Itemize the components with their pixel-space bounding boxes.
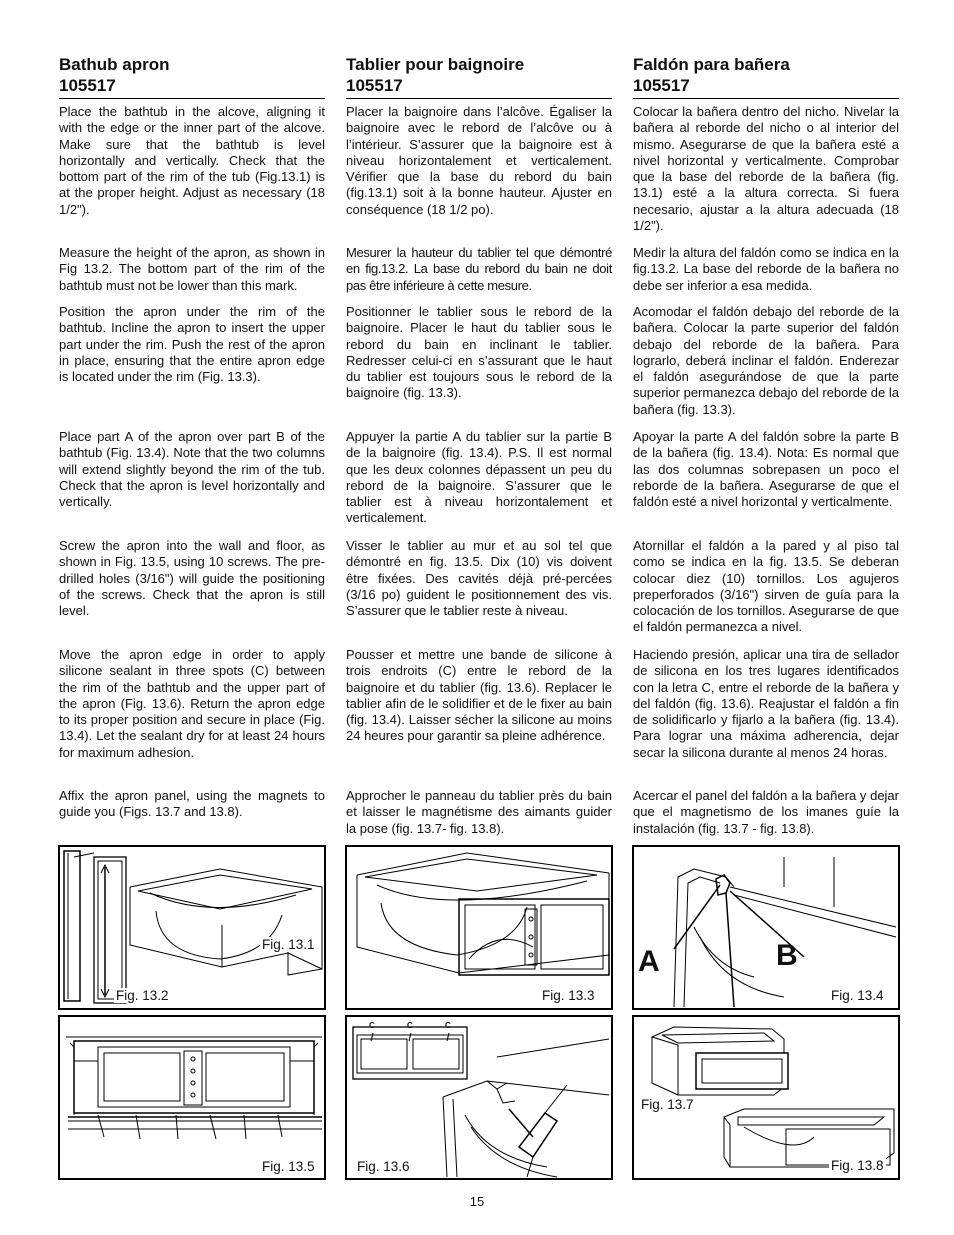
heading-code: 105517 — [633, 76, 690, 95]
part-letter: A — [638, 945, 660, 978]
figure-13-5 — [58, 1015, 326, 1180]
silicone-mark: C — [445, 1021, 451, 1030]
column-heading — [633, 54, 899, 99]
paragraph: Mesurer la hauteur du tablier tel que démontré en fig.13.2. La base du rebord du bain ne doit pas être inférieure à cette mesure. — [346, 245, 612, 293]
figure-label: Fig. 13.7 — [641, 1097, 694, 1112]
figure-13-7-13-8 — [632, 1015, 900, 1180]
column-heading — [346, 54, 612, 99]
paragraph: Placer la baignoire dans l’alcôve. Égaliser la baignoire avec le rebord de l’alcôve ou à l’intérieur. S’assurer que la baignoire est à niveau horizontalement et verticalement. Vérifier que la base du rebord du bain (fig.13.1) soit à la bonne hauteur. Ajuster en conséquence (18 1/2 po). — [346, 104, 612, 217]
heading-title: Faldón para bañera — [633, 55, 790, 74]
heading-code: 105517 — [346, 76, 403, 95]
figure-13-4 — [632, 845, 900, 1010]
heading-title: Bathub apron — [59, 55, 170, 74]
apron-rim-detail-illustration — [634, 847, 900, 1010]
apron-positioning-illustration — [347, 847, 613, 1010]
silicone-application-illustration — [347, 1017, 613, 1180]
paragraph: Acomodar el faldón debajo del reborde de la bañera. Colocar la parte superior del faldón debajo del reborde de la bañera. Para lograrlo, deberá inclinar el faldón. Enderezar el faldón asegurándose de que la parte superior permanezca debajo del reborde de la bañera (fig. 13.3). — [633, 304, 899, 417]
figure-13-1-13-2 — [58, 845, 326, 1010]
paragraph: Positionner le tablier sous le rebord de la baignoire. Placer le haut du tablier sous le rebord du bain en inclinant le tablier. Redresser celui-ci en s’assurant que le haut du tablier est toujours sous le rebord de la baignoire (fig. 13.3). — [346, 304, 612, 401]
figure-label: Fig. 13.3 — [542, 988, 595, 1003]
figure-13-6 — [345, 1015, 613, 1180]
paragraph: Appuyer la partie A du tablier sur la partie B de la baignoire (fig. 13.4). P.S. Il est normal que les deux colonnes dépassent un peu du rebord de la baignoire. S’assurer que le tablier est à niveau horizontalement et verticalement. — [346, 429, 612, 526]
paragraph: Atornillar el faldón a la pared y al piso tal como se indica en la fig. 13.5. Se deberan colocar diez (10) tornillos. Los agujeros preperforados (3/16") sirven de guía para la colocación de los tornillos. Asegurarse de que el faldón permanezca a nivel. — [633, 538, 899, 635]
paragraph: Move the apron edge in order to apply silicone sealant in three spots (C) between the rim of the bathtub and the upper part of the apron (Fig. 13.6). Return the apron edge to its proper position and secure in place (Fig. 13.4). Let the sealant dry for at least 24 hours for maximum adhesion. — [59, 647, 325, 760]
paragraph: Place the bathtub in the alcove, aligning it with the edge or the inner part of the alcove. Make sure that the bathtub is level horizontally and vertically. Check that the bottom part of the rim of the tub (Fig.13.1) is at the proper height. Adjust as necessary (18 1/2"). — [59, 104, 325, 217]
paragraph: Position the apron under the rim of the bathtub. Incline the apron to insert the upper part under the rim. Push the rest of the apron in place, ensuring that the entire apron edge is located under the rim (Fig. 13.3). — [59, 304, 325, 385]
figure-label: Fig. 13.8 — [831, 1158, 884, 1173]
part-letter: B — [776, 939, 798, 972]
paragraph: Affix the apron panel, using the magnets to guide you (Figs. 13.7 and 13.8). — [59, 788, 325, 820]
paragraph: Pousser et mettre une bande de silicone à trois endroits (C) entre le rebord de la baignoire et du tablier (fig. 13.6). Replacer le tablier afin de le solidifier et de le fixer au bain (fig. 13.4). Laisser sécher la silicone au moins 24 heures pour garantir sa pleine adhérence. — [346, 647, 612, 744]
column-english — [59, 54, 325, 820]
paragraph: Acercar el panel del faldón a la bañera y dejar que el magnetismo de los imanes guíe la instalación (fig. 13.7 - fig. 13.8). — [633, 788, 899, 836]
column-heading — [59, 54, 325, 99]
figure-13-3 — [345, 845, 613, 1010]
paragraph: Place part A of the apron over part B of the bathtub (Fig. 13.4). Note that the two columns will extend slightly beyond the rim of the tub. Check that the apron is level horizontally and vertically. — [59, 429, 325, 510]
paragraph: Colocar la bañera dentro del nicho. Nivelar la bañera al reborde del nicho o al interior del mismo. Asegurarse de que la bañera esté a nivel horizontal y verticalmente. Comprobar que la base del reborde de la bañera (fig. 13.1) esté a la altura correcta. Si fuera necesario, ajustar a la altura adecuada (18 1/2"). — [633, 104, 899, 234]
heading-title: Tablier pour baignoire — [346, 55, 525, 74]
figure-label: Fig. 13.4 — [831, 988, 884, 1003]
silicone-mark: C — [407, 1021, 413, 1030]
paragraph: Approcher le panneau du tablier près du bain et laisser le magnétisme des aimants guider la pose (fig. 13.7- fig. 13.8). — [346, 788, 612, 836]
figure-label: Fig. 13.2 — [116, 988, 169, 1003]
paragraph: Measure the height of the apron, as shown in Fig 13.2. The bottom part of the rim of the bathtub must not be lower than this mark. — [59, 245, 325, 293]
column-french — [346, 54, 612, 836]
paragraph: Haciendo presión, aplicar una tira de sellador de silicona en los tres lugares identificados con la letra C, entre el reborde de la bañera y del faldón (fig. 13.6). Reajustar el faldón a fin de solidificarlo y fijarlo a la bañera (fig. 13.4). Para lograr una máxima adherencia, dejar secar la silicona durante al menos 24 horas. — [633, 647, 899, 760]
silicone-mark: C — [369, 1021, 375, 1030]
figure-label: Fig. 13.6 — [357, 1159, 410, 1174]
apron-screw-positions-illustration — [60, 1017, 326, 1180]
bathtub-alcove-illustration — [60, 847, 326, 1010]
page-number: 15 — [469, 1194, 485, 1209]
paragraph: Apoyar la parte A del faldón sobre la parte B de la bañera (fig. 13.4). Nota: Es normal que las dos columnas sobrepasen un poco el reborde de la bañera. Asegurarse de que el faldón esté a nivel horizontal y verticalmente. — [633, 429, 899, 510]
column-spanish — [633, 54, 899, 836]
figure-label: Fig. 13.1 — [262, 937, 315, 952]
paragraph: Medir la altura del faldón como se indica en la fig.13.2. La base del reborde de la bañera no debe ser inferior a esa medida. — [633, 245, 899, 293]
figure-label: Fig. 13.5 — [262, 1159, 315, 1174]
heading-code: 105517 — [59, 76, 116, 95]
paragraph: Visser le tablier au mur et au sol tel que démontré en fig. 13.5. Dix (10) vis doivent être fixées. Des cavités déjà pré-percées (3/16 po) guident le positionnement des vis. S’assurer que le tablier reste à niveau. — [346, 538, 612, 619]
paragraph: Screw the apron into the wall and floor, as shown in Fig. 13.5, using 10 screws. The pre-drilled holes (3/16") will guide the positioning of the screws. Check that the apron is still level. — [59, 538, 325, 619]
